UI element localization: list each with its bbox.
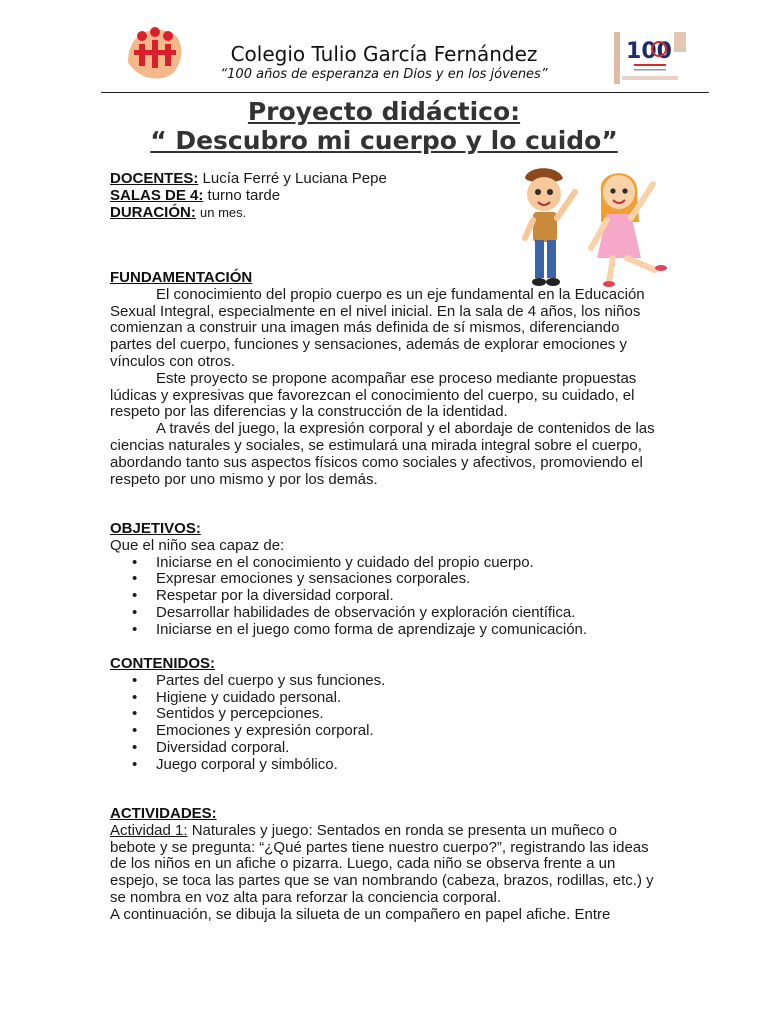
list-item: • Respetar por la diversidad corporal. xyxy=(132,587,394,605)
fundamentacion-paragraph: El conocimiento del propio cuerpo es un eje fundamental en la Educación Sexual Integral, especialmente en el nivel inicial. En la sala de 4 años, los niños comienzan a construir una imagen más definida de sí mismos, diferenciando partes del cuerpo, funciones y sensaciones, además de explorar emociones y vínculos con otros. xyxy=(110,285,645,370)
list-item: • Partes del cuerpo y sus funciones. xyxy=(132,671,386,689)
objetivos-list xyxy=(110,555,655,639)
list-item: • Diversidad corporal. xyxy=(132,738,290,756)
project-title: Proyecto didáctico: xyxy=(247,97,521,126)
school-name: Colegio Tulio García Fernández xyxy=(230,42,538,66)
fundamentacion-heading: FUNDAMENTACIÓN xyxy=(110,269,253,286)
activity-1 xyxy=(110,823,655,907)
objetivos-section xyxy=(110,521,655,639)
docentes-value: Lucía Ferré y Luciana Pepe xyxy=(202,170,387,187)
actividades-heading: ACTIVIDADES: xyxy=(110,805,217,822)
list-item: • Iniciarse en el conocimiento y cuidado del propio cuerpo. xyxy=(132,553,534,571)
header-divider xyxy=(101,92,709,93)
activity-1-continuation: A continuación, se dibuja la silueta de un compañero en papel afiche. Entre xyxy=(110,905,611,923)
objetivos-intro: Que el niño sea capaz de: xyxy=(110,536,285,554)
docentes-label: DOCENTES: xyxy=(110,170,199,187)
list-item: • Sentidos y percepciones. xyxy=(132,705,324,723)
contenidos-section xyxy=(110,656,655,774)
contenidos-list xyxy=(110,673,655,774)
project-subtitle: “ Descubro mi cuerpo y lo cuido” xyxy=(150,126,618,155)
duracion-line xyxy=(110,205,655,222)
list-item: • Expresar emociones y sensaciones corporales. xyxy=(132,570,471,588)
contenidos-heading: CONTENIDOS: xyxy=(110,655,215,672)
list-item: • Iniciarse en el juego como forma de aprendizaje y comunicación. xyxy=(132,620,588,638)
fundamentacion-section xyxy=(110,270,655,488)
list-item: • Emociones y expresión corporal. xyxy=(132,722,374,740)
list-item: • Juego corporal y simbólico. xyxy=(132,755,338,773)
salas-line xyxy=(110,188,655,205)
duracion-value: un mes. xyxy=(200,204,247,220)
fundamentacion-paragraph: A través del juego, la expresión corporal y el abordaje de contenidos de las ciencias naturales y sociales, se estimulará una mirada integral sobre el cuerpo, abordando tanto sus aspectos físicos como sociales y afectivos, promoviendo el respeto por uno mismo y por los demás. xyxy=(110,420,655,488)
anniversary-number: 100 xyxy=(626,39,672,64)
list-item: • Higiene y cuidado personal. xyxy=(132,688,342,706)
salas-value: turno tarde xyxy=(207,186,281,204)
duracion-label: DURACIÓN: xyxy=(110,203,196,221)
salas-label: SALAS DE 4: xyxy=(110,186,204,204)
fundamentacion-paragraph: Este proyecto se propone acompañar ese proceso mediante propuestas lúdicas y expresivas que favorezcan el conocimiento del cuerpo, su cuidado, el respeto por las diferencias y la construcción de la identidad. xyxy=(110,369,637,421)
list-item: • Desarrollar habilidades de observación y exploración científica. xyxy=(132,603,576,621)
actividades-section xyxy=(110,806,655,924)
objetivos-heading: OBJETIVOS: xyxy=(110,520,201,537)
activity-1-label: Actividad 1: xyxy=(110,821,188,839)
activity-1-text: Sentados en ronda se presenta un muñeco o bebote y se pregunta: “¿Qué partes tiene nuestro cuerpo?”, registrando las ideas de los niños en un afiche o pizarra. Luego, cada niño se observa frente a un espejo, se toca las partes que se van nombrando (cabeza, brazos, rodillas, etc.) y se nombra en voz alta para reforzar la conciencia corporal. xyxy=(110,821,654,906)
school-motto: “100 años de esperanza en Dios y en los jóvenes” xyxy=(220,67,548,82)
info-block xyxy=(110,171,655,221)
activity-1-title: Naturales y juego: xyxy=(191,821,313,839)
docentes-line xyxy=(110,171,655,188)
